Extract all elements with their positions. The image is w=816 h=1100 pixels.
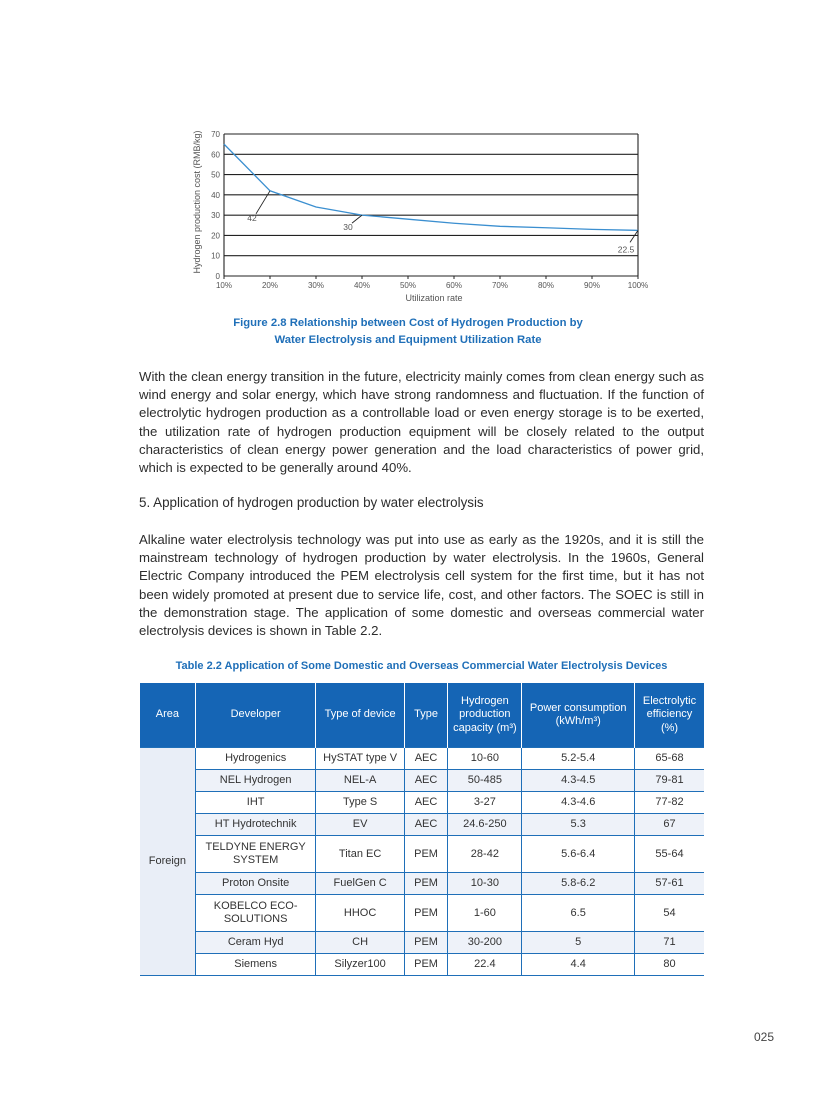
page-number: 025 bbox=[753, 1030, 774, 1044]
power-cell: 6.5 bbox=[522, 895, 635, 932]
x-tick-label: 80% bbox=[537, 281, 555, 290]
table-row bbox=[140, 792, 704, 814]
developer-cell: NEL Hydrogen bbox=[195, 770, 316, 792]
table-header-row bbox=[140, 683, 704, 748]
header-type: Type bbox=[404, 683, 448, 748]
developer-cell: TELDYNE ENERGY SYSTEM bbox=[195, 836, 316, 873]
efficiency-cell: 54 bbox=[634, 895, 704, 932]
device-type-cell: HySTAT type V bbox=[316, 748, 404, 770]
power-cell: 5.6-6.4 bbox=[522, 836, 635, 873]
power-cell: 4.3-4.6 bbox=[522, 792, 635, 814]
capacity-cell: 22.4 bbox=[448, 954, 522, 976]
efficiency-cell: 55-64 bbox=[634, 836, 704, 873]
header-capacity: Hydrogen production capacity (m³) bbox=[448, 683, 522, 748]
table-row bbox=[140, 814, 704, 836]
efficiency-cell: 79-81 bbox=[634, 770, 704, 792]
device-type-cell: EV bbox=[316, 814, 404, 836]
type-cell: AEC bbox=[404, 814, 448, 836]
header-developer: Developer bbox=[195, 683, 316, 748]
header-device-type: Type of device bbox=[316, 683, 404, 748]
x-tick-label: 20% bbox=[261, 281, 279, 290]
x-tick-label: 70% bbox=[491, 281, 509, 290]
cost-vs-utilization-chart bbox=[185, 120, 655, 310]
developer-cell: KOBELCO ECO-SOLUTIONS bbox=[195, 895, 316, 932]
x-tick-label: 60% bbox=[445, 281, 463, 290]
device-type-cell: HHOC bbox=[316, 895, 404, 932]
efficiency-cell: 71 bbox=[634, 932, 704, 954]
x-axis-label: Utilization rate bbox=[405, 293, 463, 303]
power-cell: 5.3 bbox=[522, 814, 635, 836]
type-cell: PEM bbox=[404, 836, 448, 873]
type-cell: AEC bbox=[404, 770, 448, 792]
x-tick-label: 90% bbox=[583, 281, 601, 290]
capacity-cell: 3-27 bbox=[448, 792, 522, 814]
table-row bbox=[140, 932, 704, 954]
capacity-cell: 50-485 bbox=[448, 770, 522, 792]
table-row bbox=[140, 836, 704, 873]
y-tick-label: 70 bbox=[211, 130, 220, 139]
efficiency-cell: 77-82 bbox=[634, 792, 704, 814]
efficiency-cell: 80 bbox=[634, 954, 704, 976]
developer-cell: Ceram Hyd bbox=[195, 932, 316, 954]
paragraph-energy-transition: With the clean energy transition in the future, electricity mainly comes from clean energy such as wind energy and solar energy, which have strong randomness and fluctuation. If the function of electrolytic hydrogen production as a controllable load or even energy storage is to be exerted, the utilization rate of hydrogen production equipment will be closely related to the output characteristics of clean energy power generation and the load characteristics of power grid, which is expected to be generally around 40%. bbox=[139, 369, 704, 476]
table-row bbox=[140, 873, 704, 895]
y-tick-label: 40 bbox=[211, 190, 220, 200]
table-row bbox=[140, 954, 704, 976]
developer-cell: Proton Onsite bbox=[195, 873, 316, 895]
type-cell: AEC bbox=[404, 792, 448, 814]
device-type-cell: Type S bbox=[316, 792, 404, 814]
x-tick-label: 40% bbox=[353, 281, 371, 290]
capacity-cell: 10-60 bbox=[448, 748, 522, 770]
x-tick-label: 50% bbox=[399, 281, 417, 290]
type-cell: PEM bbox=[404, 954, 448, 976]
developer-cell: Siemens bbox=[195, 954, 316, 976]
table-row bbox=[140, 748, 704, 770]
table-caption: Table 2.2 Application of Some Domestic and Overseas Commercial Water Electrolysis Devices bbox=[175, 660, 668, 672]
header-area: Area bbox=[140, 683, 195, 748]
device-type-cell: Silyzer100 bbox=[316, 954, 404, 976]
device-type-cell: NEL-A bbox=[316, 770, 404, 792]
y-tick-label: 0 bbox=[215, 272, 220, 281]
x-tick-label: 30% bbox=[307, 281, 325, 290]
header-power: Power consumption (kWh/m³) bbox=[522, 683, 635, 748]
y-axis-label: Hydrogen production cost (RMB/kg) bbox=[192, 130, 202, 274]
header-efficiency: Electrolytic efficiency (%) bbox=[634, 683, 704, 748]
power-cell: 5 bbox=[522, 932, 635, 954]
device-type-cell: CH bbox=[316, 932, 404, 954]
efficiency-cell: 65-68 bbox=[634, 748, 704, 770]
series-line bbox=[224, 144, 638, 233]
x-tick-label: 10% bbox=[215, 281, 233, 290]
annotation-leader bbox=[352, 215, 362, 223]
section-heading: 5. Application of hydrogen production by water electrolysis bbox=[139, 495, 484, 510]
table-row bbox=[140, 770, 704, 792]
device-type-cell: Titan EC bbox=[316, 836, 404, 873]
capacity-cell: 1-60 bbox=[448, 895, 522, 932]
developer-cell: Hydrogenics bbox=[195, 748, 316, 770]
figure-caption-line-2: Water Electrolysis and Equipment Utilization Rate bbox=[274, 334, 542, 346]
power-cell: 4.4 bbox=[522, 954, 635, 976]
annotation-leader bbox=[256, 191, 270, 214]
efficiency-cell: 67 bbox=[634, 814, 704, 836]
data-label: 30 bbox=[343, 222, 353, 233]
capacity-cell: 30-200 bbox=[448, 932, 522, 954]
x-tick-label: 100% bbox=[627, 281, 649, 290]
type-cell: AEC bbox=[404, 748, 448, 770]
developer-cell: IHT bbox=[195, 792, 316, 814]
data-label: 42 bbox=[247, 212, 257, 223]
y-tick-label: 30 bbox=[211, 211, 220, 221]
electrolysis-devices-table bbox=[140, 683, 704, 976]
y-tick-label: 20 bbox=[211, 231, 220, 241]
y-tick-label: 60 bbox=[211, 150, 220, 160]
power-cell: 4.3-4.5 bbox=[522, 770, 635, 792]
efficiency-cell: 57-61 bbox=[634, 873, 704, 895]
type-cell: PEM bbox=[404, 895, 448, 932]
device-type-cell: FuelGen C bbox=[316, 873, 404, 895]
paragraph-electrolysis-history: Alkaline water electrolysis technology was put into use as early as the 1920s, and it is still the mainstream technology of hydrogen production by water electrolysis. In the 1960s, General Electric Company introduced the PEM electrolysis cell system for the first time, but it has not been widely promoted at present due to service life, cost, and other factors. The SOEC is still in the demonstration stage. The application of some domestic and overseas commercial water electrolysis devices is shown in Table 2.2. bbox=[139, 532, 704, 639]
type-cell: PEM bbox=[404, 932, 448, 954]
developer-cell: HT Hydrotechnik bbox=[195, 814, 316, 836]
y-tick-label: 50 bbox=[211, 170, 220, 180]
capacity-cell: 10-30 bbox=[448, 873, 522, 895]
annotation-leader bbox=[630, 230, 638, 242]
power-cell: 5.2-5.4 bbox=[522, 748, 635, 770]
capacity-cell: 24.6-250 bbox=[448, 814, 522, 836]
figure-caption-line-1: Figure 2.8 Relationship between Cost of Hydrogen Production by bbox=[233, 317, 583, 329]
capacity-cell: 28-42 bbox=[448, 836, 522, 873]
area-cell: Foreign bbox=[140, 748, 195, 976]
type-cell: PEM bbox=[404, 873, 448, 895]
table-row bbox=[140, 895, 704, 932]
power-cell: 5.8-6.2 bbox=[522, 873, 635, 895]
data-label: 22.5 bbox=[617, 244, 635, 255]
y-tick-label: 10 bbox=[211, 251, 220, 261]
